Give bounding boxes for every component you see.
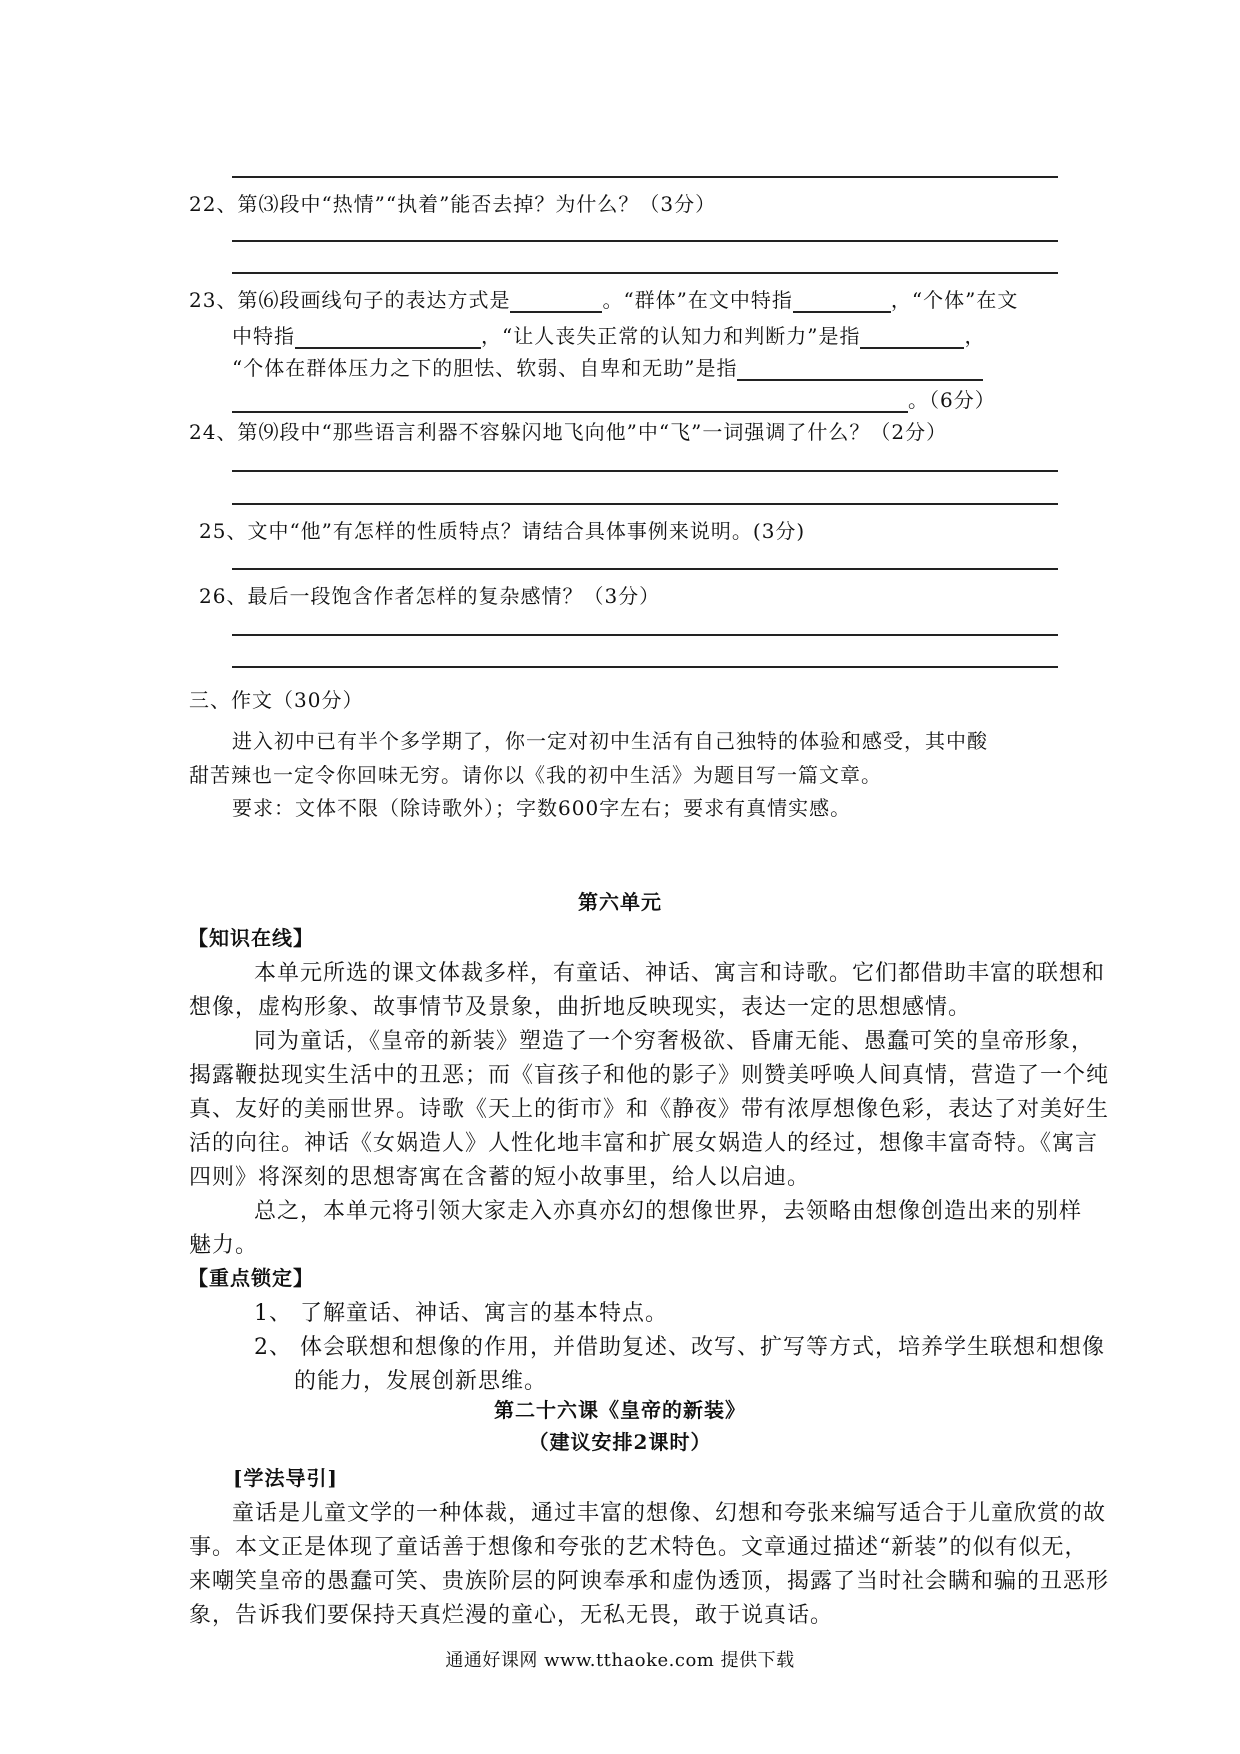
question-23-text-b: 。“群体”在文中特指 — [602, 288, 793, 312]
blank-individual-fear[interactable] — [737, 357, 983, 381]
answer-line — [232, 272, 1058, 274]
essay-paragraph-line-1: 进入初中已有半个多学期了，你一定对初中生活有自己独特的体验和感受，其中酸 — [232, 729, 988, 753]
knowledge-line-6: 活的向往。神话《女娲造人》人性化地丰富和扩展女娲造人的经过，想像丰富奇特。《寓言 — [189, 1131, 1099, 1156]
blank-group-meaning[interactable] — [793, 289, 891, 313]
question-23-text-g: “个体在群体压力之下的胆怯、软弱、自卑和无助”是指 — [232, 356, 738, 380]
knowledge-line-5: 真、友好的美丽世界。诗歌《天上的街市》和《静夜》带有浓厚想像色彩，表达了对美好生 — [189, 1097, 1110, 1122]
answer-line — [232, 568, 1058, 570]
knowledge-line-1: 本单元所选的课文体裁多样，有童话、神话、寓言和诗歌。它们都借助丰富的联想和 — [254, 961, 1106, 986]
answer-line — [232, 176, 1058, 178]
question-22: 22、第⑶段中“热情”“执着”能否去掉？为什么？（3分） — [189, 192, 717, 216]
focus-item-2: 2、 体会联想和想像的作用，并借助复述、改写、扩写等方式，培养学生联想和想像 — [254, 1335, 1105, 1360]
knowledge-line-3: 同为童话，《皇帝的新装》塑造了一个穷奢极欲、昏庸无能、愚蠢可笑的皇帝形象， — [254, 1029, 1095, 1054]
knowledge-line-4: 揭露鞭挞现实生活中的丑恶；而《盲孩子和他的影子》则赞美呼唤人间真情，营造了一个纯 — [189, 1063, 1110, 1088]
blank-continuation[interactable] — [232, 389, 908, 413]
unit-title: 第六单元 — [578, 890, 662, 914]
essay-heading: 三、作文（30分） — [189, 688, 364, 712]
question-23-text-a: 23、第⑹段画线句子的表达方式是 — [189, 288, 511, 312]
question-23-text-d: 中特指 — [232, 324, 295, 348]
question-23-line-1 — [189, 284, 1018, 313]
answer-line — [232, 634, 1058, 636]
study-guide-heading: [学法导引] — [233, 1466, 338, 1490]
focus-item-2-continued: 的能力，发展创新思维。 — [294, 1369, 548, 1394]
blank-individual-meaning[interactable] — [295, 325, 481, 349]
question-26: 26、最后一段饱含作者怎样的复杂感情？（3分） — [199, 584, 661, 608]
study-guide-line-3: 来嘲笑皇帝的愚蠢可笑、贵族阶层的阿谀奉承和虚伪透顶，揭露了当时社会瞒和骗的丑恶形 — [189, 1569, 1110, 1594]
blank-expression-mode[interactable] — [510, 289, 602, 313]
question-24: 24、第⑼段中“那些语言利器不容躲闪地飞向他”中“飞”一词强调了什么？（2分） — [189, 420, 948, 444]
question-23-text-f: ， — [964, 324, 986, 348]
knowledge-heading: 【知识在线】 — [188, 926, 314, 950]
essay-paragraph-line-2: 甜苦辣也一定令你回味无穷。请你以《我的初中生活》为题目写一篇文章。 — [189, 763, 882, 787]
question-23-line-4 — [232, 384, 996, 413]
lesson-subtitle: （建议安排2课时） — [528, 1430, 712, 1454]
knowledge-line-7: 四则》将深刻的思想寄寓在含蓄的短小故事里，给人以启迪。 — [189, 1165, 811, 1190]
question-23-line-3 — [232, 352, 983, 381]
blank-lose-judgment[interactable] — [860, 325, 964, 349]
question-23-score: 。（6分） — [908, 388, 996, 412]
question-23-text-e: ，“让人丧失正常的认知力和判断力”是指 — [481, 324, 861, 348]
question-25: 25、文中“他”有怎样的性质特点？请结合具体事例来说明。(3分) — [199, 519, 806, 543]
page-footer: 通通好课网 www.tthaoke.com 提供下载 — [445, 1650, 795, 1671]
knowledge-line-8: 总之，本单元将引领大家走入亦真亦幻的想像世界，去领略由想像创造出来的别样 — [254, 1199, 1083, 1224]
knowledge-line-9: 魅力。 — [189, 1233, 259, 1258]
study-guide-line-4: 象，告诉我们要保持天真烂漫的童心，无私无畏，敢于说真话。 — [189, 1603, 834, 1628]
question-23-text-c: ，“个体”在文 — [890, 288, 1019, 312]
answer-line — [232, 666, 1058, 668]
answer-line — [232, 503, 1058, 505]
study-guide-line-2: 事。本文正是体现了童话善于想像和夸张的艺术特色。文章通过描述“新装”的似有似无， — [189, 1535, 1088, 1560]
lesson-title: 第二十六课《皇帝的新装》 — [494, 1398, 746, 1422]
answer-line — [232, 470, 1058, 472]
question-23-line-2 — [232, 320, 985, 349]
knowledge-line-2: 想像，虚构形象、故事情节及景象，曲折地反映现实，表达一定的思想感情。 — [189, 995, 972, 1020]
answer-line — [232, 240, 1058, 242]
focus-heading: 【重点锁定】 — [188, 1266, 314, 1290]
study-guide-line-1: 童话是儿童文学的一种体裁，通过丰富的想像、幻想和夸张来编写适合于儿童欣赏的故 — [232, 1501, 1107, 1526]
essay-requirements: 要求：文体不限（除诗歌外）；字数600字左右；要求有真情实感。 — [232, 796, 852, 820]
focus-item-1: 1、 了解童话、神话、寓言的基本特点。 — [254, 1301, 668, 1326]
